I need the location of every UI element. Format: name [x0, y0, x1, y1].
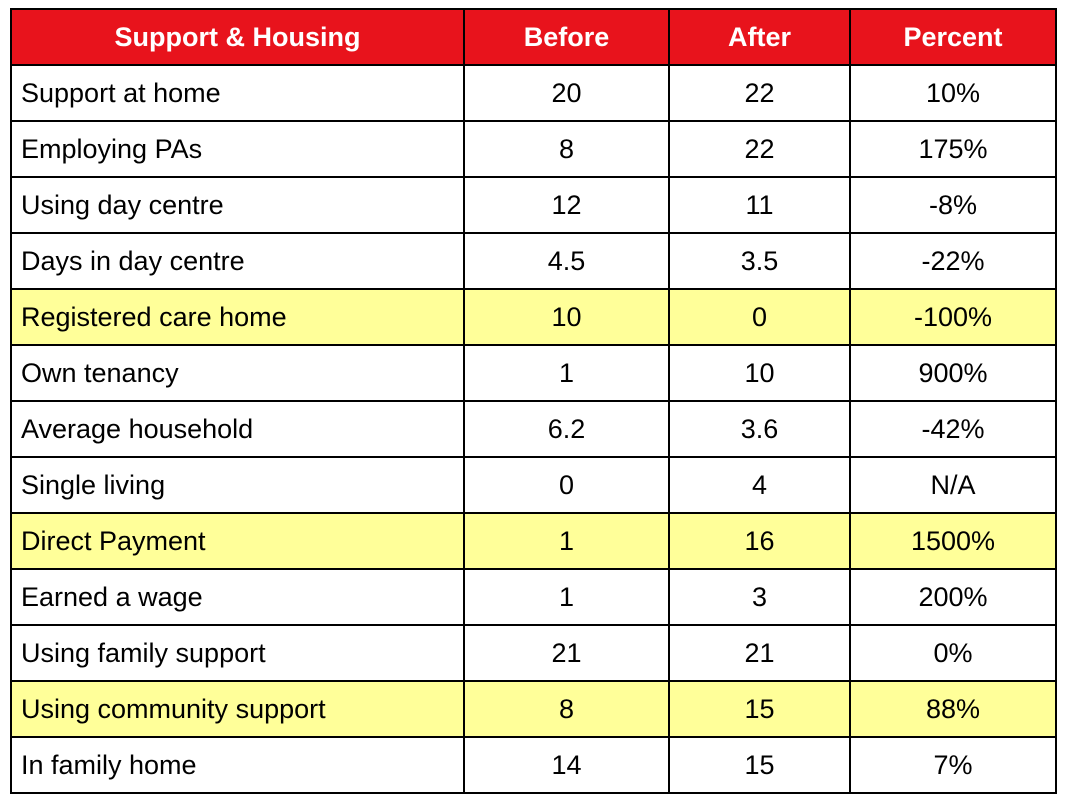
column-header-before: Before — [464, 9, 669, 65]
percent-value-cell: -100% — [850, 289, 1056, 345]
table-row — [11, 121, 1056, 177]
percent-value-cell: -8% — [850, 177, 1056, 233]
table-header-row — [11, 9, 1056, 65]
table-row — [11, 737, 1056, 793]
after-value-cell: 4 — [669, 457, 850, 513]
after-value-cell: 3 — [669, 569, 850, 625]
table-row — [11, 65, 1056, 121]
table-row — [11, 681, 1056, 737]
after-value-cell: 10 — [669, 345, 850, 401]
table-row — [11, 625, 1056, 681]
percent-value-cell: 900% — [850, 345, 1056, 401]
before-value-cell: 14 — [464, 737, 669, 793]
percent-value-cell: 0% — [850, 625, 1056, 681]
table-row — [11, 289, 1056, 345]
column-header-category: Support & Housing — [11, 9, 464, 65]
table-row — [11, 345, 1056, 401]
row-label-cell: Using family support — [11, 625, 464, 681]
before-value-cell: 0 — [464, 457, 669, 513]
after-value-cell: 3.5 — [669, 233, 850, 289]
support-housing-table-container — [10, 8, 1055, 792]
after-value-cell: 16 — [669, 513, 850, 569]
table-row — [11, 569, 1056, 625]
before-value-cell: 20 — [464, 65, 669, 121]
percent-value-cell: 200% — [850, 569, 1056, 625]
before-value-cell: 6.2 — [464, 401, 669, 457]
row-label-cell: Own tenancy — [11, 345, 464, 401]
row-label-cell: Using community support — [11, 681, 464, 737]
percent-value-cell: 175% — [850, 121, 1056, 177]
before-value-cell: 1 — [464, 513, 669, 569]
row-label-cell: Direct Payment — [11, 513, 464, 569]
after-value-cell: 22 — [669, 65, 850, 121]
before-value-cell: 1 — [464, 345, 669, 401]
after-value-cell: 15 — [669, 681, 850, 737]
percent-value-cell: 10% — [850, 65, 1056, 121]
row-label-cell: Support at home — [11, 65, 464, 121]
support-housing-table — [10, 8, 1057, 794]
percent-value-cell: 7% — [850, 737, 1056, 793]
after-value-cell: 15 — [669, 737, 850, 793]
before-value-cell: 8 — [464, 681, 669, 737]
before-value-cell: 8 — [464, 121, 669, 177]
row-label-cell: In family home — [11, 737, 464, 793]
after-value-cell: 3.6 — [669, 401, 850, 457]
after-value-cell: 0 — [669, 289, 850, 345]
percent-value-cell: 88% — [850, 681, 1056, 737]
before-value-cell: 10 — [464, 289, 669, 345]
percent-value-cell: N/A — [850, 457, 1056, 513]
table-row — [11, 233, 1056, 289]
percent-value-cell: 1500% — [850, 513, 1056, 569]
after-value-cell: 11 — [669, 177, 850, 233]
after-value-cell: 21 — [669, 625, 850, 681]
before-value-cell: 4.5 — [464, 233, 669, 289]
row-label-cell: Employing PAs — [11, 121, 464, 177]
before-value-cell: 12 — [464, 177, 669, 233]
percent-value-cell: -42% — [850, 401, 1056, 457]
row-label-cell: Registered care home — [11, 289, 464, 345]
table-row — [11, 401, 1056, 457]
row-label-cell: Earned a wage — [11, 569, 464, 625]
after-value-cell: 22 — [669, 121, 850, 177]
percent-value-cell: -22% — [850, 233, 1056, 289]
table-body — [11, 65, 1056, 793]
table-row — [11, 457, 1056, 513]
table-row — [11, 177, 1056, 233]
row-label-cell: Average household — [11, 401, 464, 457]
table-row — [11, 513, 1056, 569]
before-value-cell: 1 — [464, 569, 669, 625]
column-header-after: After — [669, 9, 850, 65]
row-label-cell: Days in day centre — [11, 233, 464, 289]
row-label-cell: Using day centre — [11, 177, 464, 233]
row-label-cell: Single living — [11, 457, 464, 513]
before-value-cell: 21 — [464, 625, 669, 681]
column-header-percent: Percent — [850, 9, 1056, 65]
